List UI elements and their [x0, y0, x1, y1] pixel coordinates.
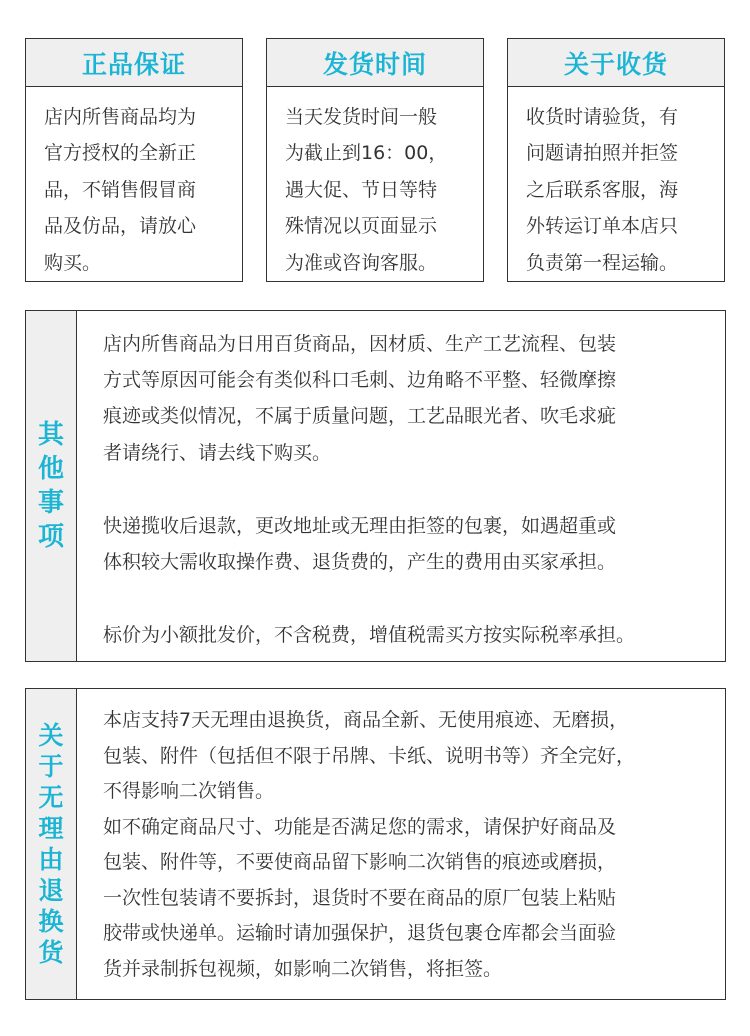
title-char: 货 — [38, 938, 64, 967]
card-line: 购买。 — [44, 251, 102, 274]
section-title-vertical — [26, 311, 77, 661]
card-text — [26, 87, 242, 281]
card-text — [267, 87, 483, 281]
card-line: 遇大促、节日等特 — [285, 178, 438, 201]
body-line: 如不确定商品尺寸、功能是否满足您的需求，请保护好商品及 — [103, 815, 617, 838]
section-title-vertical — [26, 689, 77, 999]
card-line: 为截止到16：00， — [285, 142, 448, 165]
title-char: 关 — [38, 721, 64, 750]
body-line: 痕迹或类似情况，不属于质量问题，工艺品眼光者、吹毛求疵 — [103, 405, 617, 428]
card-line: 收货时请验货，有 — [526, 106, 679, 128]
card-line: 问题请拍照并拒签 — [526, 142, 679, 165]
title-char: 事 — [37, 488, 64, 518]
body-line: 者请绕行、请去线下购买。 — [103, 441, 332, 464]
card-line: 外转运订单本店只 — [526, 215, 679, 238]
card-shipping-time — [266, 38, 484, 282]
card-receiving — [507, 38, 725, 282]
title-char: 退 — [38, 876, 64, 905]
card-line: 店内所售商品均为 — [44, 106, 197, 128]
title-char: 由 — [38, 845, 64, 874]
title-char: 其 — [37, 420, 64, 450]
title-char: 他 — [37, 454, 64, 484]
body-line: 体积较大需收取操作费、退货费的，产生的费用由买家承担。 — [103, 551, 617, 574]
card-authentic — [25, 38, 243, 282]
body-line: 包装、附件（包括但不限于吊牌、卡纸、说明书等）齐全完好， — [103, 744, 636, 767]
body-line: 本店支持7天无理由退换货，商品全新、无使用痕迹、无磨损， — [103, 709, 629, 731]
card-line: 之后联系客服，海 — [526, 178, 679, 201]
title-char: 项 — [37, 522, 64, 552]
title-char: 于 — [38, 752, 64, 781]
body-line: 方式等原因可能会有类似科口毛刺、边角略不平整、轻微摩擦 — [103, 369, 617, 392]
card-title: 正品保证 — [26, 39, 242, 87]
paragraph-tax — [103, 617, 725, 653]
body-line: 快递揽收后退款，更改地址或无理由拒签的包裹，如遇超重或 — [103, 514, 617, 537]
card-title: 发货时间 — [267, 39, 483, 87]
title-char: 理 — [38, 814, 64, 843]
paragraph-product-quality — [103, 326, 725, 471]
card-line: 品，不销售假冒商 — [44, 178, 197, 201]
body-line: 一次性包装请不要拆封，退货时不要在商品的原厂包装上粘贴 — [103, 886, 617, 909]
section-other-matters — [25, 310, 726, 662]
card-title: 关于收货 — [508, 39, 724, 87]
section-body — [77, 689, 725, 999]
card-line: 官方授权的全新正 — [44, 142, 197, 165]
body-line: 包装、附件等，不要使商品留下影响二次销售的痕迹或磨损， — [103, 851, 617, 873]
card-text — [508, 87, 724, 281]
body-line: 胶带或快递单。运输时请加强保护，退货包裹仓库都会当面验 — [103, 922, 617, 944]
body-line: 店内所售商品为日用百货商品，因材质、生产工艺流程、包装 — [103, 333, 617, 355]
section-body — [77, 311, 725, 661]
card-line: 殊情况以页面显示 — [285, 215, 438, 238]
body-line: 不得影响二次销售。 — [103, 780, 275, 802]
card-line: 负责第一程运输。 — [526, 251, 679, 274]
body-line: 标价为小额批发价，不含税费，增值税需买方按实际税率承担。 — [103, 624, 636, 647]
paragraph-shipping-fees — [103, 508, 725, 580]
card-line: 为准或咨询客服。 — [285, 251, 438, 274]
card-line: 品及仿品，请放心 — [44, 215, 197, 238]
body-line: 货并录制拆包视频，如影响二次销售，将拒签。 — [103, 957, 503, 980]
section-returns — [25, 688, 726, 1000]
title-char: 无 — [38, 783, 64, 812]
card-line: 当天发货时间一般 — [285, 106, 438, 128]
title-char: 换 — [38, 907, 64, 936]
